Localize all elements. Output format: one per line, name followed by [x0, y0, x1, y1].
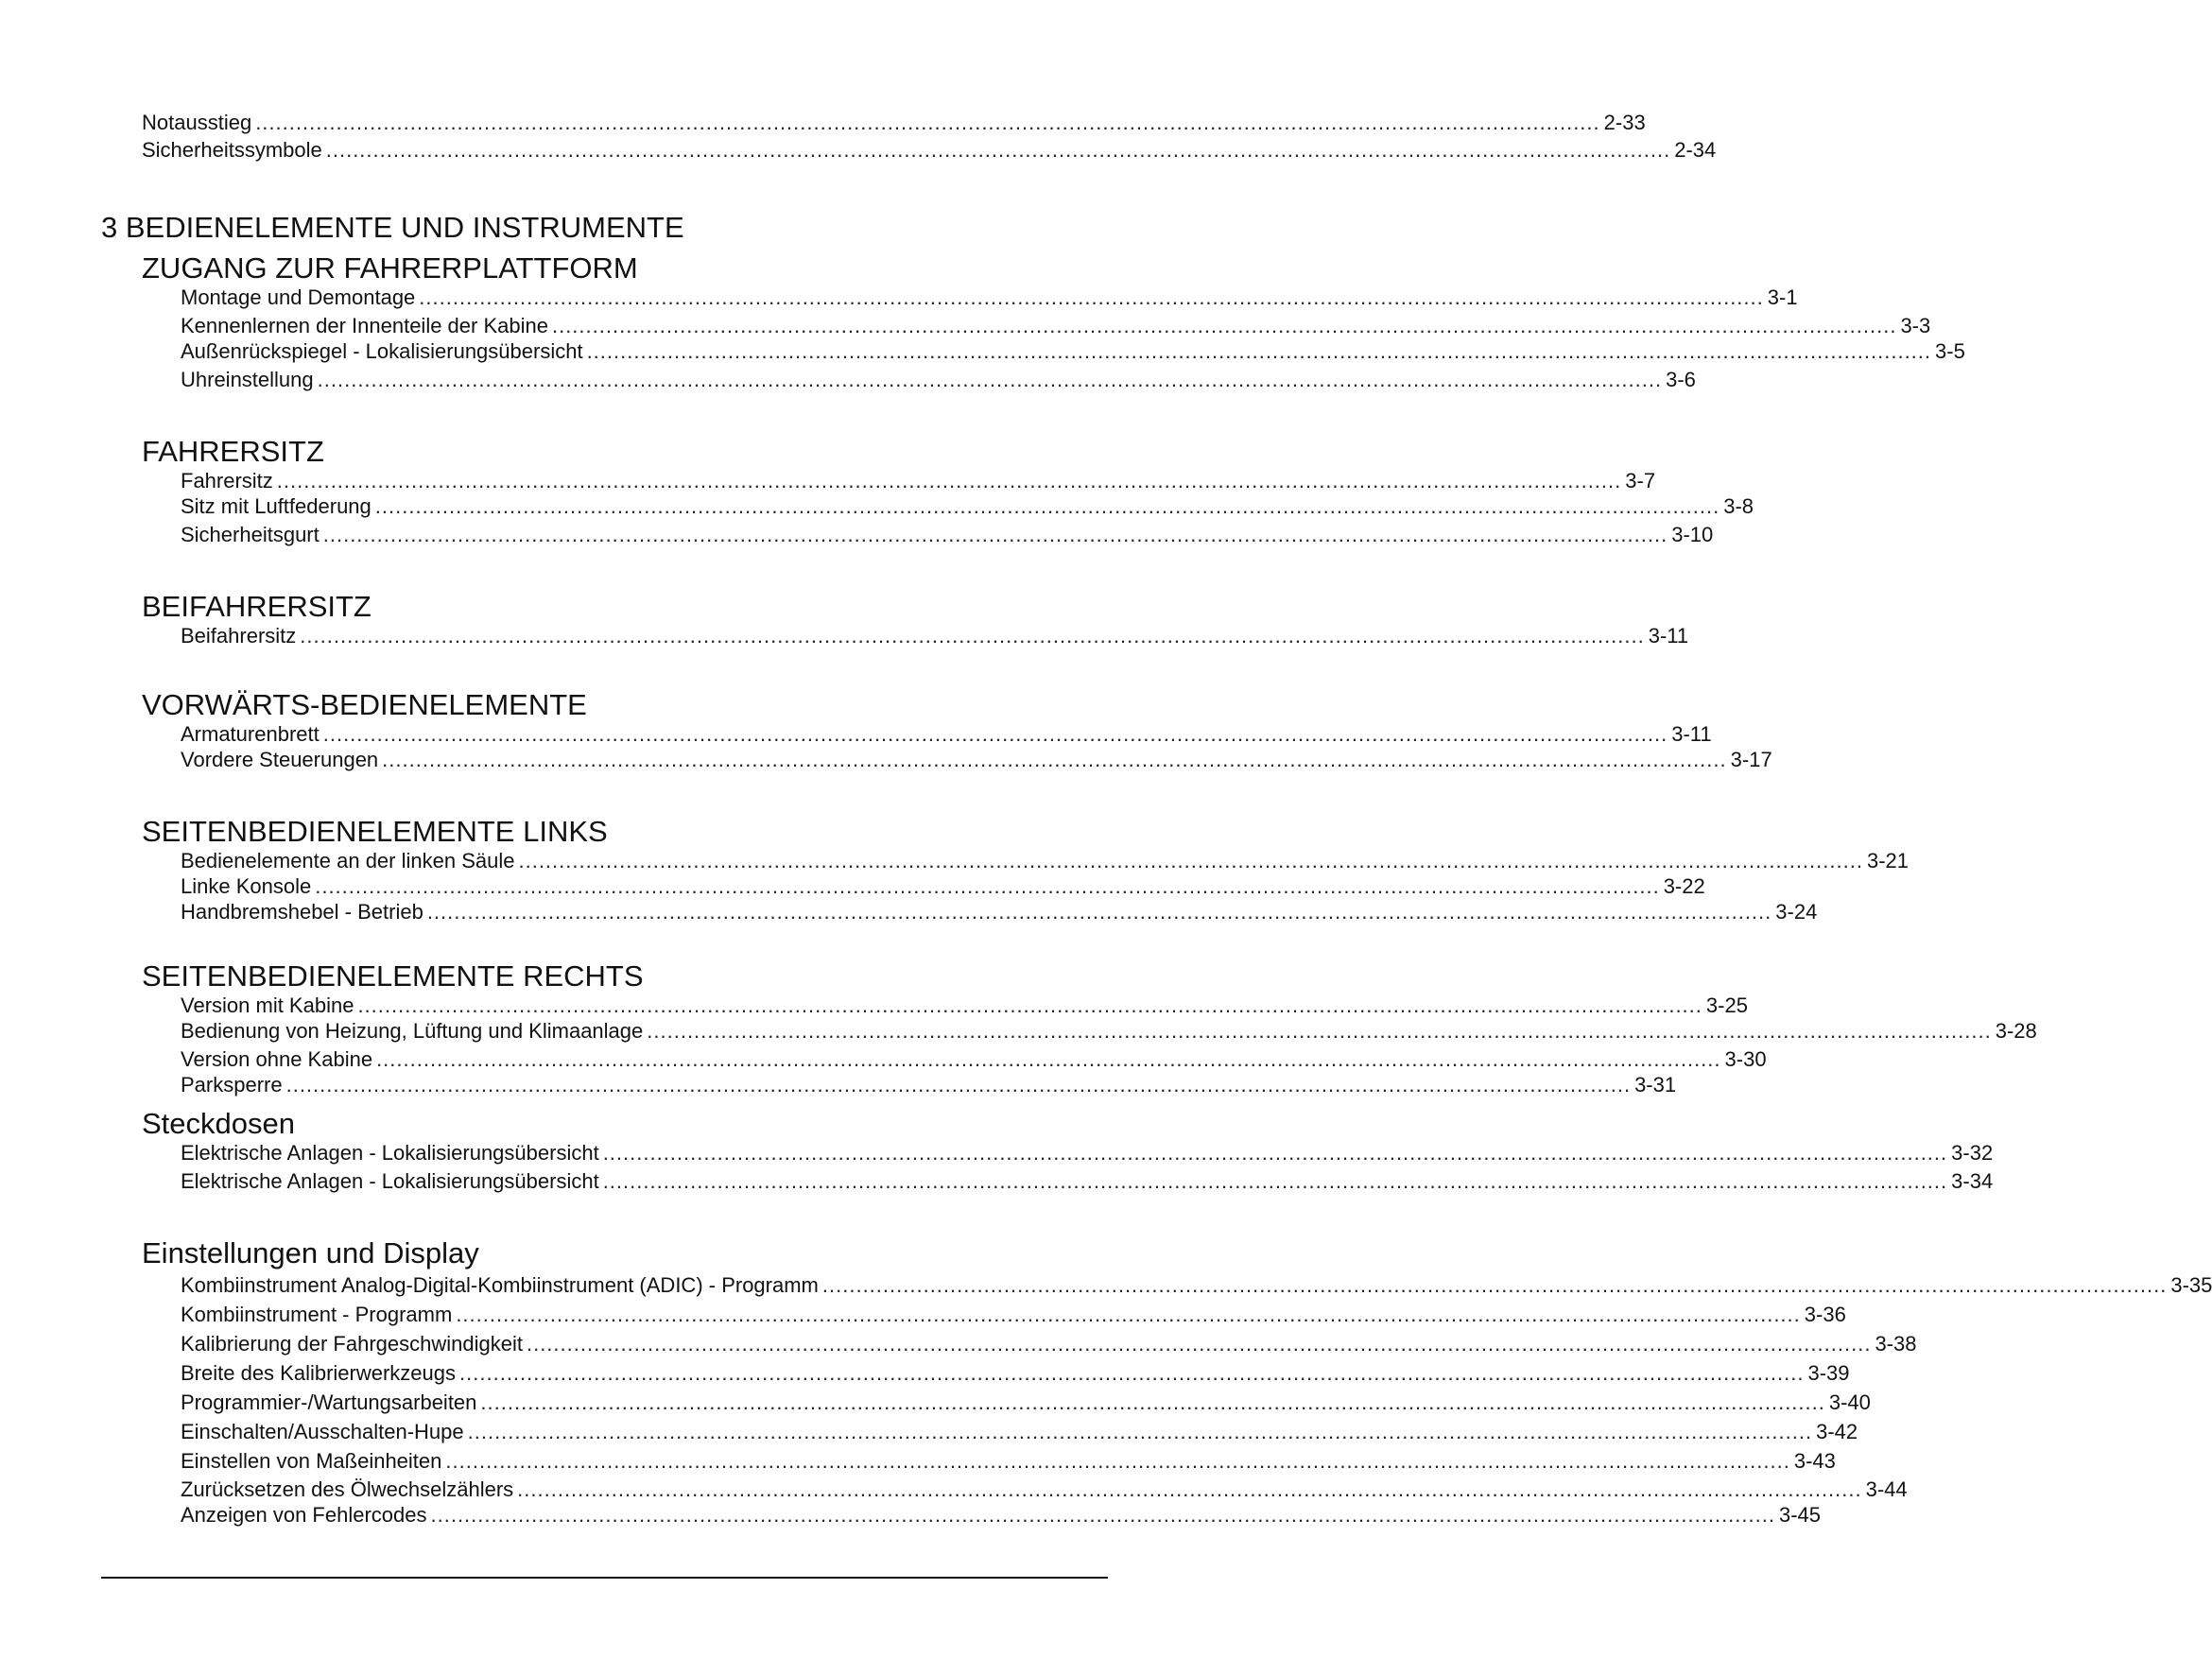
leader-dots: ........................................................................................................................................................................................................ [419, 285, 1764, 309]
toc-entry-label: Uhreinstellung [181, 368, 314, 391]
toc-entry-label: Elektrische Anlagen - Lokalisierungsübersicht [181, 1169, 599, 1193]
toc-entry[interactable] [181, 1477, 1908, 1502]
toc-entry-label: Elektrische Anlagen - Lokalisierungsübersicht [181, 1141, 599, 1165]
leader-dots: ........................................................................................................................................................................................................ [357, 993, 1702, 1017]
toc-entry-page: 3-6 [1666, 368, 1696, 391]
toc-entry-page: 3-32 [1951, 1141, 1994, 1165]
leader-dots: ........................................................................................................................................................................................................ [602, 1169, 1948, 1193]
toc-entry-page: 3-10 [1671, 523, 1714, 546]
toc-entry[interactable] [181, 624, 1689, 648]
toc-entry-page: 3-28 [1995, 1019, 2037, 1043]
section-heading: Einstellungen und Display [142, 1236, 479, 1269]
toc-entry-label: Linke Konsole [181, 874, 312, 898]
chapter-title: 3 BEDIENELEMENTE UND INSTRUMENTE [101, 211, 684, 244]
toc-entry-label: Einstellen von Maßeinheiten [181, 1449, 442, 1473]
toc-entry-label: Handbremshebel - Betrieb [181, 900, 423, 924]
leader-dots: ........................................................................................................................................................................................................ [426, 900, 1772, 924]
section-heading: ZUGANG ZUR FAHRERPLATTFORM [142, 251, 638, 285]
toc-entry[interactable] [181, 1141, 1994, 1166]
toc-entry[interactable] [181, 1047, 1767, 1072]
toc-entry-label: Sitz mit Luftfederung [181, 494, 372, 518]
toc-entry-page: 3-38 [1875, 1332, 1917, 1356]
toc-entry[interactable] [181, 1169, 1994, 1194]
toc-entry-page: 3-22 [1663, 874, 1705, 898]
leader-dots: ........................................................................................................................................................................................................ [551, 314, 1897, 337]
leader-dots: ........................................................................................................................................................................................................ [315, 874, 1660, 898]
section-heading: VORWÄRTS-BEDIENELEMENTE [142, 688, 587, 721]
leader-dots: ........................................................................................................................................................................................................ [255, 111, 1600, 134]
toc-entry-page: 3-31 [1634, 1073, 1677, 1097]
toc-entry-label: Version mit Kabine [181, 993, 354, 1017]
section-heading: SEITENBEDIENELEMENTE RECHTS [142, 959, 644, 993]
toc-entry-label: Version ohne Kabine [181, 1047, 373, 1071]
section-heading: FAHRERSITZ [142, 435, 324, 468]
leader-dots: ........................................................................................................................................................................................................ [467, 1420, 1813, 1443]
toc-entry-page: 3-36 [1804, 1303, 1846, 1326]
toc-entry-label: Einschalten/Ausschalten-Hupe [181, 1420, 464, 1443]
toc-entry[interactable] [181, 1361, 1850, 1386]
leader-dots: ........................................................................................................................................................................................................ [322, 523, 1668, 546]
toc-entry-page: 3-35 [2170, 1273, 2212, 1297]
toc-entry-page: 3-25 [1705, 993, 1748, 1017]
toc-entry[interactable] [181, 993, 1748, 1018]
toc-entry-page: 3-21 [1866, 849, 1909, 872]
leader-dots: ........................................................................................................................................................................................................ [459, 1361, 1805, 1385]
toc-entry-label: Kombiinstrument Analog-Digital-Kombiinstrument (ADIC) - Programm [181, 1273, 819, 1297]
toc-entry[interactable] [181, 368, 1696, 392]
toc-entry-label: Beifahrersitz [181, 624, 297, 648]
leader-dots: ........................................................................................................................................................................................................ [526, 1332, 1872, 1356]
toc-entry-page: 2-34 [1674, 138, 1717, 162]
toc-entry-label: Bedienung von Heizung, Lüftung und Klimaanlage [181, 1019, 644, 1043]
toc-entry-label: Sicherheitssymbole [142, 138, 322, 162]
toc-entry-page: 3-39 [1807, 1361, 1850, 1385]
leader-dots: ........................................................................................................................................................................................................ [647, 1019, 1992, 1043]
toc-entry-page: 3-45 [1778, 1503, 1822, 1527]
toc-entry-page: 3-43 [1793, 1449, 1836, 1473]
toc-entry[interactable] [181, 849, 1909, 873]
toc-entry-page: 3-30 [1724, 1047, 1767, 1071]
toc-entry[interactable] [181, 469, 1656, 493]
toc-entry-label: Programmier-/Wartungsarbeiten [181, 1390, 477, 1414]
toc-entry-label: Kalibrierung der Fahrgeschwindigkeit [181, 1332, 523, 1356]
toc-entry-page: 3-44 [1865, 1477, 1908, 1501]
toc-entry[interactable] [181, 285, 1798, 310]
toc-entry-label: Vordere Steuerungen [181, 748, 379, 771]
toc-entry-page: 3-1 [1767, 285, 1798, 309]
leader-dots: ........................................................................................................................................................................................................ [376, 1047, 1721, 1071]
section-heading: SEITENBEDIENELEMENTE LINKS [142, 815, 608, 848]
toc-entry-label: Außenrückspiegel - Lokalisierungsübersicht [181, 339, 583, 363]
toc-entry-label: Notausstieg [142, 111, 252, 134]
leader-dots: ........................................................................................................................................................................................................ [586, 339, 1932, 363]
leader-dots: ........................................................................................................................................................................................................ [322, 722, 1668, 746]
toc-entry[interactable] [181, 1332, 1917, 1356]
toc-entry[interactable] [181, 523, 1714, 547]
toc-entry[interactable] [181, 1420, 1858, 1444]
toc-entry-page: 3-7 [1625, 469, 1656, 492]
leader-dots: ........................................................................................................................................................................................................ [325, 138, 1671, 162]
toc-entry-page: 3-34 [1951, 1169, 1994, 1193]
toc-entry-page: 3-11 [1671, 722, 1712, 746]
toc-entry[interactable] [181, 1503, 1822, 1528]
toc-entry-page: 3-17 [1730, 748, 1772, 771]
leader-dots: ........................................................................................................................................................................................................ [276, 469, 1622, 492]
leader-dots: ........................................................................................................................................................................................................ [602, 1141, 1948, 1165]
toc-entry-label: Armaturenbrett [181, 722, 320, 746]
toc-entry[interactable] [181, 900, 1818, 924]
toc-entry-label: Parksperre [181, 1073, 283, 1097]
toc-entry-page: 3-5 [1935, 339, 1965, 363]
toc-entry[interactable] [181, 722, 1712, 747]
toc-entry[interactable] [181, 1273, 2212, 1298]
footer-rule [101, 1577, 1108, 1579]
toc-entry[interactable] [181, 339, 1965, 364]
toc-entry-label: Anzeigen von Fehlercodes [181, 1503, 427, 1527]
leader-dots: ........................................................................................................................................................................................................ [374, 494, 1720, 518]
toc-entry-label: Breite des Kalibrierwerkzeugs [181, 1361, 457, 1385]
leader-dots: ........................................................................................................................................................................................................ [517, 1477, 1862, 1501]
toc-entry[interactable] [181, 748, 1772, 772]
toc-entry-label: Sicherheitsgurt [181, 523, 320, 546]
toc-entry[interactable] [181, 1019, 2037, 1044]
leader-dots: ........................................................................................................................................................................................................ [456, 1303, 1801, 1326]
section-heading: BEIFAHRERSITZ [142, 590, 372, 623]
leader-dots: ........................................................................................................................................................................................................ [285, 1073, 1632, 1097]
toc-entry-page: 3-8 [1723, 494, 1754, 518]
toc-entry-page: 3-3 [1900, 314, 1931, 337]
toc-entry-page: 3-11 [1648, 624, 1689, 648]
toc-entry[interactable] [181, 874, 1705, 899]
toc-entry[interactable] [181, 1390, 1871, 1415]
toc-entry-page: 3-42 [1816, 1420, 1858, 1443]
toc-entry-label: Kombiinstrument - Programm [181, 1303, 453, 1326]
toc-entry[interactable] [181, 1073, 1677, 1097]
toc-entry-label: Bedienelemente an der linken Säule [181, 849, 515, 872]
toc-entry[interactable] [181, 1449, 1836, 1474]
toc-entry[interactable] [181, 494, 1754, 519]
leader-dots: ........................................................................................................................................................................................................ [382, 748, 1727, 771]
leader-dots: ........................................................................................................................................................................................................ [445, 1449, 1790, 1473]
leader-dots: ........................................................................................................................................................................................................ [821, 1273, 2168, 1297]
toc-entry-label: Montage und Demontage [181, 285, 416, 309]
toc-entry[interactable] [181, 1303, 1846, 1327]
toc-entry-label: Kennenlernen der Innenteile der Kabine [181, 314, 548, 337]
leader-dots: ........................................................................................................................................................................................................ [300, 624, 1645, 648]
leader-dots: ........................................................................................................................................................................................................ [518, 849, 1863, 872]
leader-dots: ........................................................................................................................................................................................................ [480, 1390, 1825, 1414]
toc-entry[interactable] [142, 111, 1646, 135]
toc-entry-page: 3-24 [1775, 900, 1818, 924]
toc-entry-label: Fahrersitz [181, 469, 273, 492]
toc-entry[interactable] [181, 314, 1931, 338]
section-heading: Steckdosen [142, 1107, 295, 1140]
toc-entry[interactable] [142, 138, 1717, 163]
leader-dots: ........................................................................................................................................................................................................ [430, 1503, 1775, 1527]
leader-dots: ........................................................................................................................................................................................................ [317, 368, 1663, 391]
toc-entry-label: Zurücksetzen des Ölwechselzählers [181, 1477, 514, 1501]
toc-entry-page: 2-33 [1603, 111, 1646, 134]
toc-entry-page: 3-40 [1828, 1390, 1871, 1414]
